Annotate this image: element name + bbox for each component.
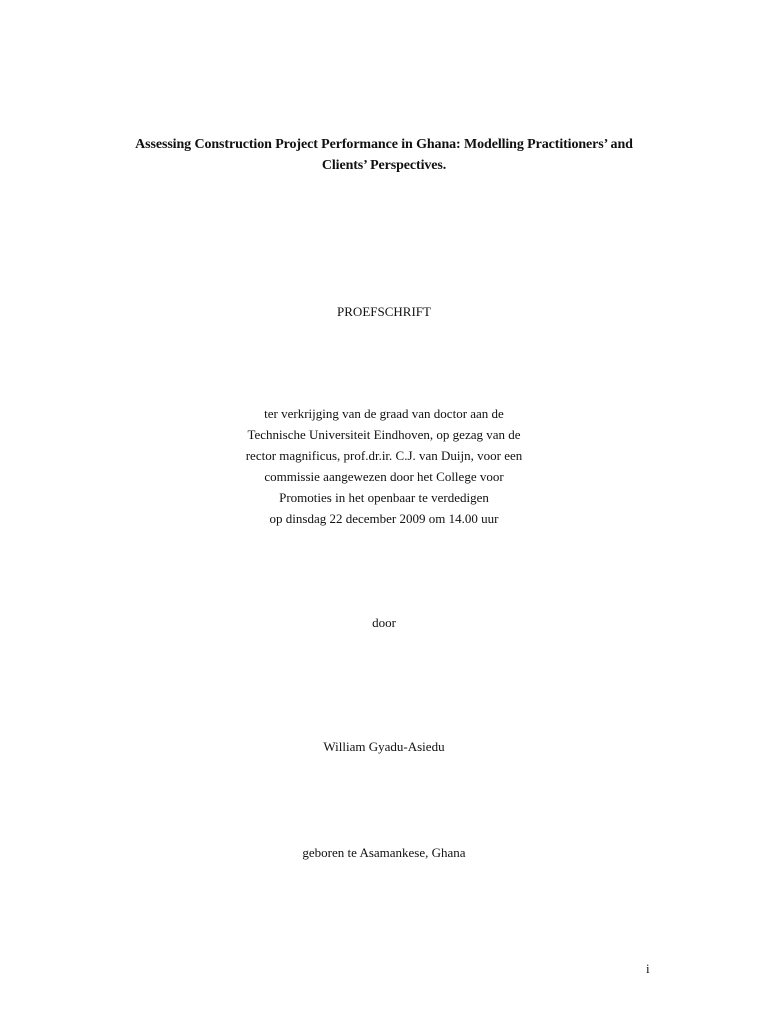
by-label: door xyxy=(372,615,396,630)
thesis-title-line-2: Clients’ Perspectives. xyxy=(321,158,447,173)
degree-statement-line: op dinsdag 22 december 2009 om 14.00 uur xyxy=(269,511,499,526)
birthplace: geboren te Asamankese, Ghana xyxy=(302,845,466,860)
degree-statement-line: rector magnificus, prof.dr.ir. C.J. van Duijn, voor een xyxy=(245,448,523,463)
degree-statement-line: Technische Universiteit Eindhoven, op gezag van de xyxy=(247,427,521,442)
page-number: i xyxy=(646,961,650,976)
degree-statement-line: commissie aangewezen door het College voor xyxy=(264,469,504,484)
thesis-title xyxy=(90,134,678,176)
degree-statement-line: Promoties in het openbaar te verdedigen xyxy=(279,490,489,505)
author-name: William Gyadu-Asiedu xyxy=(323,739,445,754)
degree-statement xyxy=(0,403,768,529)
proefschrift-heading: PROEFSCHRIFT xyxy=(337,304,431,319)
degree-statement-line: ter verkrijging van de graad van doctor aan de xyxy=(264,406,504,421)
thesis-title-line-1: Assessing Construction Project Performance in Ghana: Modelling Practitioners’ and xyxy=(135,137,633,152)
